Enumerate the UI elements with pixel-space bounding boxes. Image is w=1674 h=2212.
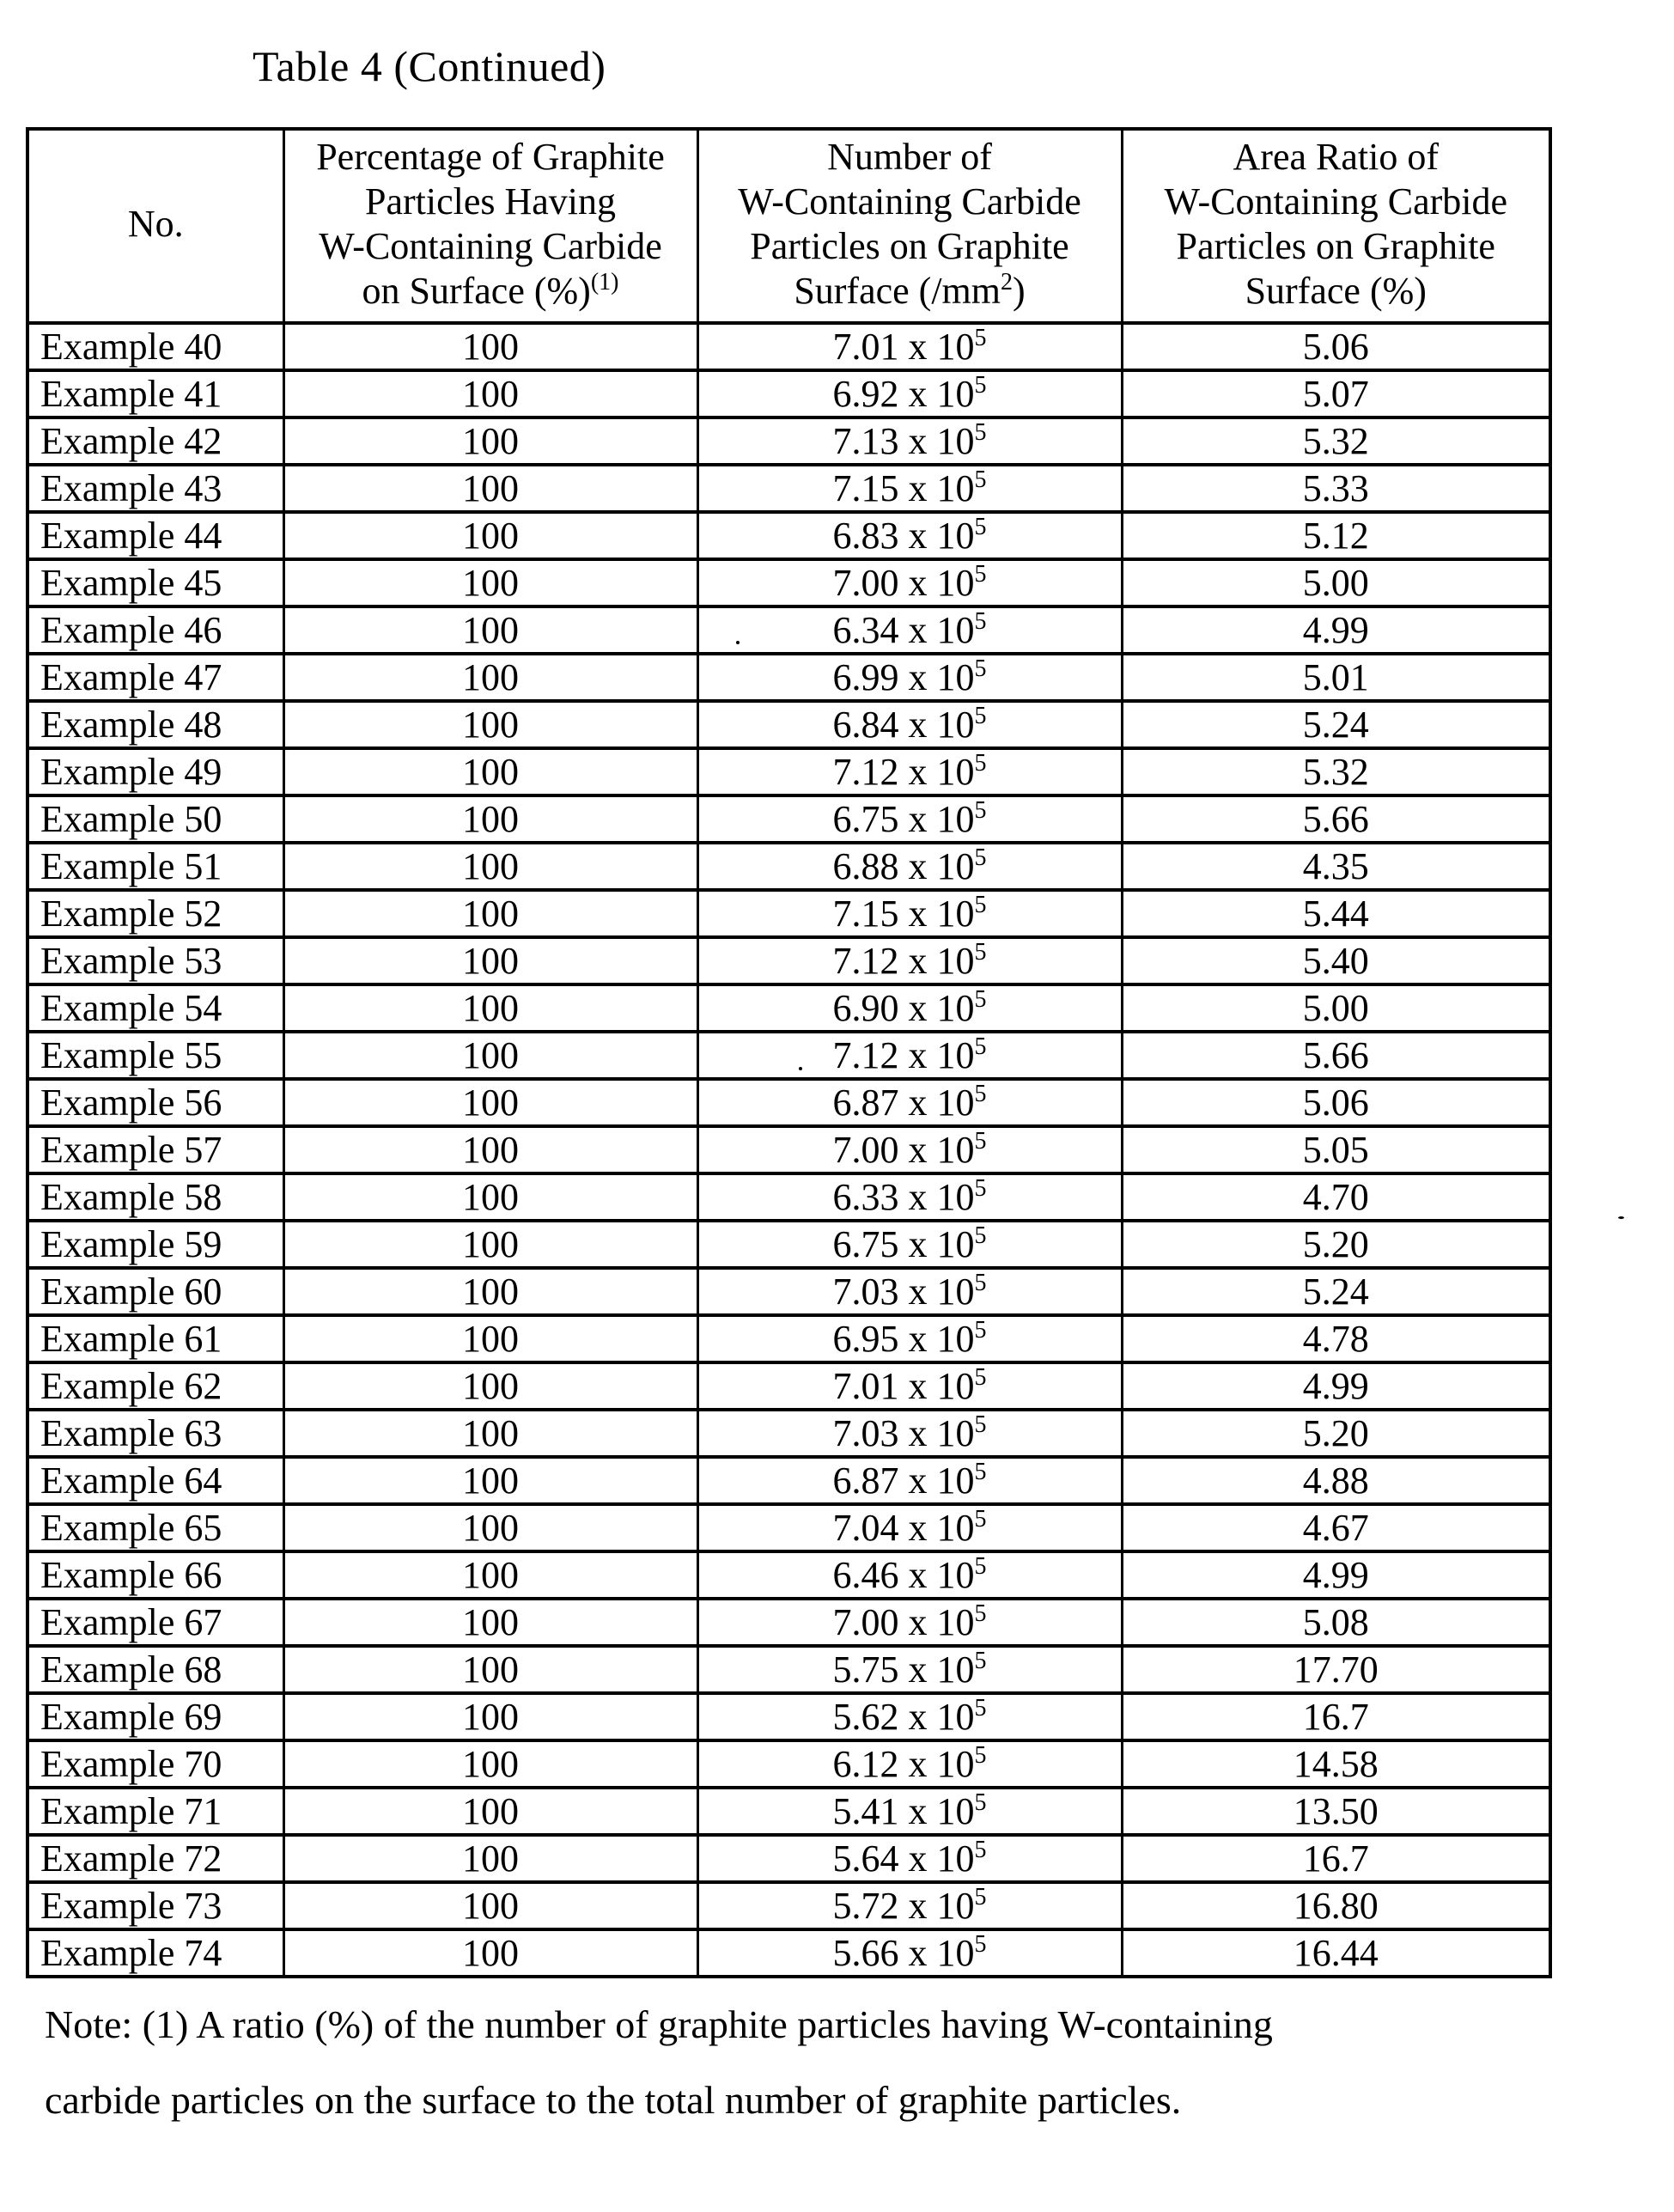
table-body: [27, 323, 1550, 1977]
cell-no: Example 68: [27, 1646, 283, 1693]
cell-percentage: 100: [283, 323, 697, 370]
cell-no: Example 63: [27, 1410, 283, 1457]
cell-percentage: 100: [283, 1126, 697, 1173]
cell-area-ratio: 5.01: [1122, 654, 1550, 701]
cell-no: Example 46: [27, 606, 283, 654]
table-row: [27, 984, 1550, 1032]
table-header-number: Number of W-Containing Carbide Particles on Graphite Surface $(/mm^2)$: [697, 129, 1122, 323]
cell-number: 7.12 x $10^5$: [697, 1032, 1122, 1079]
cell-number: 5.64 x $10^5$: [697, 1835, 1122, 1882]
superscript: 5: [974, 1741, 987, 1769]
cell-no: Example 45: [27, 559, 283, 606]
table-row: [27, 843, 1550, 890]
table-row: [27, 417, 1550, 465]
cell-percentage: 100: [283, 843, 697, 890]
superscript: 5: [974, 1222, 987, 1249]
cell-number: 7.03 x $10^5$: [697, 1410, 1122, 1457]
cell-percentage: 100: [283, 417, 697, 465]
cell-area-ratio: 16.80: [1122, 1882, 1550, 1929]
table-row: [27, 606, 1550, 654]
superscript: (1): [590, 269, 619, 296]
cell-number: 5.72 x $10^5$: [697, 1882, 1122, 1929]
cell-no: Example 59: [27, 1221, 283, 1268]
cell-number: 7.01 x $10^5$: [697, 323, 1122, 370]
scan-speck: [736, 641, 740, 644]
scan-speck: [799, 1067, 802, 1070]
cell-number: 6.90 x $10^5$: [697, 984, 1122, 1032]
cell-number: 5.62 x $10^5$: [697, 1693, 1122, 1740]
cell-number: 7.15 x $10^5$: [697, 890, 1122, 937]
superscript: 5: [974, 1788, 987, 1816]
scan-speck: [1618, 1216, 1624, 1219]
cell-area-ratio: 5.66: [1122, 795, 1550, 843]
cell-number: 6.34 x $10^5$: [697, 606, 1122, 654]
cell-percentage: 100: [283, 1693, 697, 1740]
table-row: [27, 654, 1550, 701]
cell-percentage: 100: [283, 937, 697, 984]
cell-percentage: 100: [283, 559, 697, 606]
cell-number: 6.83 x $10^5$: [697, 512, 1122, 559]
table-row: [27, 1221, 1550, 1268]
cell-no: Example 44: [27, 512, 283, 559]
superscript: 5: [974, 1694, 987, 1721]
cell-percentage: 100: [283, 1457, 697, 1504]
superscript: 5: [974, 1836, 987, 1863]
superscript: 2: [1001, 269, 1014, 296]
cell-percentage: 100: [283, 1173, 697, 1221]
cell-no: Example 51: [27, 843, 283, 890]
table-row: [27, 370, 1550, 417]
superscript: 5: [974, 1458, 987, 1485]
cell-area-ratio: 5.12: [1122, 512, 1550, 559]
table-row: [27, 1929, 1550, 1977]
cell-percentage: 100: [283, 465, 697, 512]
superscript: 5: [974, 655, 987, 682]
cell-no: Example 58: [27, 1173, 283, 1221]
superscript: 5: [974, 607, 987, 635]
table-header: [27, 129, 1550, 323]
table-row: [27, 1457, 1550, 1504]
cell-area-ratio: 4.99: [1122, 1362, 1550, 1410]
table-row: [27, 1740, 1550, 1788]
cell-no: Example 60: [27, 1268, 283, 1315]
cell-area-ratio: 16.7: [1122, 1693, 1550, 1740]
cell-no: Example 57: [27, 1126, 283, 1173]
cell-number: 7.01 x $10^5$: [697, 1362, 1122, 1410]
cell-no: Example 72: [27, 1835, 283, 1882]
cell-no: Example 67: [27, 1599, 283, 1646]
table-row: [27, 1410, 1550, 1457]
cell-area-ratio: 4.35: [1122, 843, 1550, 890]
cell-number: 5.66 x $10^5$: [697, 1929, 1122, 1977]
cell-number: 6.99 x $10^5$: [697, 654, 1122, 701]
cell-number: 6.87 x $10^5$: [697, 1079, 1122, 1126]
cell-no: Example 54: [27, 984, 283, 1032]
cell-number: 6.46 x $10^5$: [697, 1551, 1122, 1599]
cell-percentage: 100: [283, 1504, 697, 1551]
table-header-percentage: Percentage of Graphite Particles Having W-Containing Carbide on Surface (%)$^{(1)}$: [283, 129, 697, 323]
cell-area-ratio: 5.24: [1122, 701, 1550, 748]
cell-area-ratio: 14.58: [1122, 1740, 1550, 1788]
cell-percentage: 100: [283, 1315, 697, 1362]
cell-area-ratio: 5.00: [1122, 559, 1550, 606]
cell-percentage: 100: [283, 795, 697, 843]
table-row: [27, 1646, 1550, 1693]
table-row: [27, 1551, 1550, 1599]
cell-percentage: 100: [283, 1835, 697, 1882]
table-header-area-ratio: Area Ratio of W-Containing Carbide Particles on Graphite Surface (%): [1122, 129, 1550, 323]
cell-percentage: 100: [283, 1032, 697, 1079]
cell-area-ratio: 4.99: [1122, 1551, 1550, 1599]
superscript: 5: [974, 1930, 987, 1958]
superscript: 5: [974, 466, 987, 493]
cell-percentage: 100: [283, 1551, 697, 1599]
cell-no: Example 42: [27, 417, 283, 465]
cell-number: 6.12 x $10^5$: [697, 1740, 1122, 1788]
superscript: 5: [974, 1600, 987, 1627]
cell-percentage: 100: [283, 370, 697, 417]
table-row: [27, 937, 1550, 984]
footnote-line-2: carbide particles on the surface to the total number of graphite particles.: [45, 2078, 1182, 2122]
superscript: 5: [974, 891, 987, 918]
cell-no: Example 69: [27, 1693, 283, 1740]
cell-area-ratio: 4.99: [1122, 606, 1550, 654]
superscript: 5: [974, 1033, 987, 1060]
superscript: 5: [974, 796, 987, 824]
cell-percentage: 100: [283, 512, 697, 559]
cell-percentage: 100: [283, 1221, 697, 1268]
cell-area-ratio: 5.08: [1122, 1599, 1550, 1646]
cell-number: 6.95 x $10^5$: [697, 1315, 1122, 1362]
table-row: [27, 323, 1550, 370]
cell-percentage: 100: [283, 1788, 697, 1835]
table-row: [27, 512, 1550, 559]
table-row: [27, 748, 1550, 795]
cell-area-ratio: 5.66: [1122, 1032, 1550, 1079]
cell-area-ratio: 5.33: [1122, 465, 1550, 512]
cell-area-ratio: 16.44: [1122, 1929, 1550, 1977]
cell-area-ratio: 4.67: [1122, 1504, 1550, 1551]
superscript: 5: [974, 1127, 987, 1155]
superscript: 5: [974, 324, 987, 351]
superscript: 5: [974, 844, 987, 871]
cell-percentage: 100: [283, 606, 697, 654]
table-row: [27, 890, 1550, 937]
table-row: [27, 1504, 1550, 1551]
cell-no: Example 64: [27, 1457, 283, 1504]
cell-number: 5.75 x $10^5$: [697, 1646, 1122, 1693]
table-row: [27, 1315, 1550, 1362]
superscript: 5: [974, 1363, 987, 1391]
cell-no: Example 61: [27, 1315, 283, 1362]
cell-area-ratio: 16.7: [1122, 1835, 1550, 1882]
page-title: Table 4 (Continued): [253, 42, 606, 90]
cell-no: Example 41: [27, 370, 283, 417]
cell-no: Example 43: [27, 465, 283, 512]
cell-no: Example 48: [27, 701, 283, 748]
superscript: 5: [974, 702, 987, 729]
superscript: 5: [974, 1316, 987, 1344]
cell-area-ratio: 5.44: [1122, 890, 1550, 937]
cell-number: 6.84 x $10^5$: [697, 701, 1122, 748]
cell-percentage: 100: [283, 1410, 697, 1457]
cell-percentage: 100: [283, 1362, 697, 1410]
cell-area-ratio: 17.70: [1122, 1646, 1550, 1693]
cell-no: Example 55: [27, 1032, 283, 1079]
cell-number: 6.87 x $10^5$: [697, 1457, 1122, 1504]
cell-area-ratio: 5.32: [1122, 417, 1550, 465]
superscript: 5: [974, 985, 987, 1013]
cell-number: 7.12 x $10^5$: [697, 937, 1122, 984]
table-row: [27, 1882, 1550, 1929]
cell-percentage: 100: [283, 1268, 697, 1315]
cell-percentage: 100: [283, 984, 697, 1032]
cell-area-ratio: 4.88: [1122, 1457, 1550, 1504]
cell-number: 7.00 x $10^5$: [697, 559, 1122, 606]
table-row: [27, 1173, 1550, 1221]
table-row: [27, 1693, 1550, 1740]
table-row: [27, 1079, 1550, 1126]
cell-no: Example 66: [27, 1551, 283, 1599]
table-row: [27, 1126, 1550, 1173]
cell-percentage: 100: [283, 748, 697, 795]
cell-area-ratio: 5.24: [1122, 1268, 1550, 1315]
cell-no: Example 71: [27, 1788, 283, 1835]
table-row: [27, 1599, 1550, 1646]
table-header-no: No.: [27, 129, 283, 323]
cell-number: 7.13 x $10^5$: [697, 417, 1122, 465]
superscript: 5: [974, 560, 987, 588]
cell-area-ratio: 5.40: [1122, 937, 1550, 984]
superscript: 5: [974, 749, 987, 777]
cell-area-ratio: 5.06: [1122, 1079, 1550, 1126]
superscript: 5: [974, 938, 987, 966]
cell-percentage: 100: [283, 1079, 697, 1126]
table-row: [27, 1268, 1550, 1315]
cell-no: Example 53: [27, 937, 283, 984]
cell-percentage: 100: [283, 1646, 697, 1693]
cell-no: Example 49: [27, 748, 283, 795]
cell-area-ratio: 5.07: [1122, 370, 1550, 417]
superscript: 5: [974, 1411, 987, 1438]
cell-percentage: 100: [283, 1929, 697, 1977]
cell-number: 6.75 x $10^5$: [697, 795, 1122, 843]
table-row: [27, 559, 1550, 606]
cell-number: 7.12 x $10^5$: [697, 748, 1122, 795]
cell-number: 7.15 x $10^5$: [697, 465, 1122, 512]
cell-number: 7.00 x $10^5$: [697, 1126, 1122, 1173]
superscript: 5: [974, 371, 987, 399]
cell-area-ratio: 5.00: [1122, 984, 1550, 1032]
cell-percentage: 100: [283, 1740, 697, 1788]
table-row: [27, 795, 1550, 843]
cell-no: Example 40: [27, 323, 283, 370]
cell-number: 6.92 x $10^5$: [697, 370, 1122, 417]
cell-area-ratio: 4.78: [1122, 1315, 1550, 1362]
cell-no: Example 74: [27, 1929, 283, 1977]
superscript: 5: [974, 1269, 987, 1296]
cell-percentage: 100: [283, 890, 697, 937]
cell-area-ratio: 5.32: [1122, 748, 1550, 795]
table-row: [27, 1835, 1550, 1882]
cell-area-ratio: 13.50: [1122, 1788, 1550, 1835]
cell-area-ratio: 4.70: [1122, 1173, 1550, 1221]
cell-area-ratio: 5.05: [1122, 1126, 1550, 1173]
cell-number: 6.88 x $10^5$: [697, 843, 1122, 890]
cell-no: Example 62: [27, 1362, 283, 1410]
cell-number: 6.75 x $10^5$: [697, 1221, 1122, 1268]
superscript: 5: [974, 1552, 987, 1580]
superscript: 5: [974, 1080, 987, 1107]
cell-no: Example 65: [27, 1504, 283, 1551]
table-row: [27, 1788, 1550, 1835]
cell-no: Example 56: [27, 1079, 283, 1126]
table-row: [27, 701, 1550, 748]
cell-area-ratio: 5.06: [1122, 323, 1550, 370]
cell-percentage: 100: [283, 1882, 697, 1929]
cell-number: 5.41 x $10^5$: [697, 1788, 1122, 1835]
superscript: 5: [974, 1883, 987, 1910]
cell-number: 7.00 x $10^5$: [697, 1599, 1122, 1646]
superscript: 5: [974, 513, 987, 540]
superscript: 5: [974, 1647, 987, 1674]
footnote-line-1: Note: (1) A ratio (%) of the number of graphite particles having W-containing: [45, 2002, 1273, 2046]
table-header-row: [27, 129, 1550, 323]
superscript: 5: [974, 1505, 987, 1533]
table-row: [27, 465, 1550, 512]
cell-no: Example 70: [27, 1740, 283, 1788]
cell-number: 7.04 x $10^5$: [697, 1504, 1122, 1551]
cell-area-ratio: 5.20: [1122, 1221, 1550, 1268]
table-row: [27, 1032, 1550, 1079]
cell-percentage: 100: [283, 654, 697, 701]
cell-no: Example 47: [27, 654, 283, 701]
cell-area-ratio: 5.20: [1122, 1410, 1550, 1457]
data-table: [26, 127, 1552, 1978]
cell-number: 6.33 x $10^5$: [697, 1173, 1122, 1221]
cell-percentage: 100: [283, 701, 697, 748]
cell-no: Example 73: [27, 1882, 283, 1929]
table-row: [27, 1362, 1550, 1410]
cell-no: Example 52: [27, 890, 283, 937]
cell-percentage: 100: [283, 1599, 697, 1646]
superscript: 5: [974, 418, 987, 446]
cell-number: 7.03 x $10^5$: [697, 1268, 1122, 1315]
cell-no: Example 50: [27, 795, 283, 843]
superscript: 5: [974, 1174, 987, 1202]
